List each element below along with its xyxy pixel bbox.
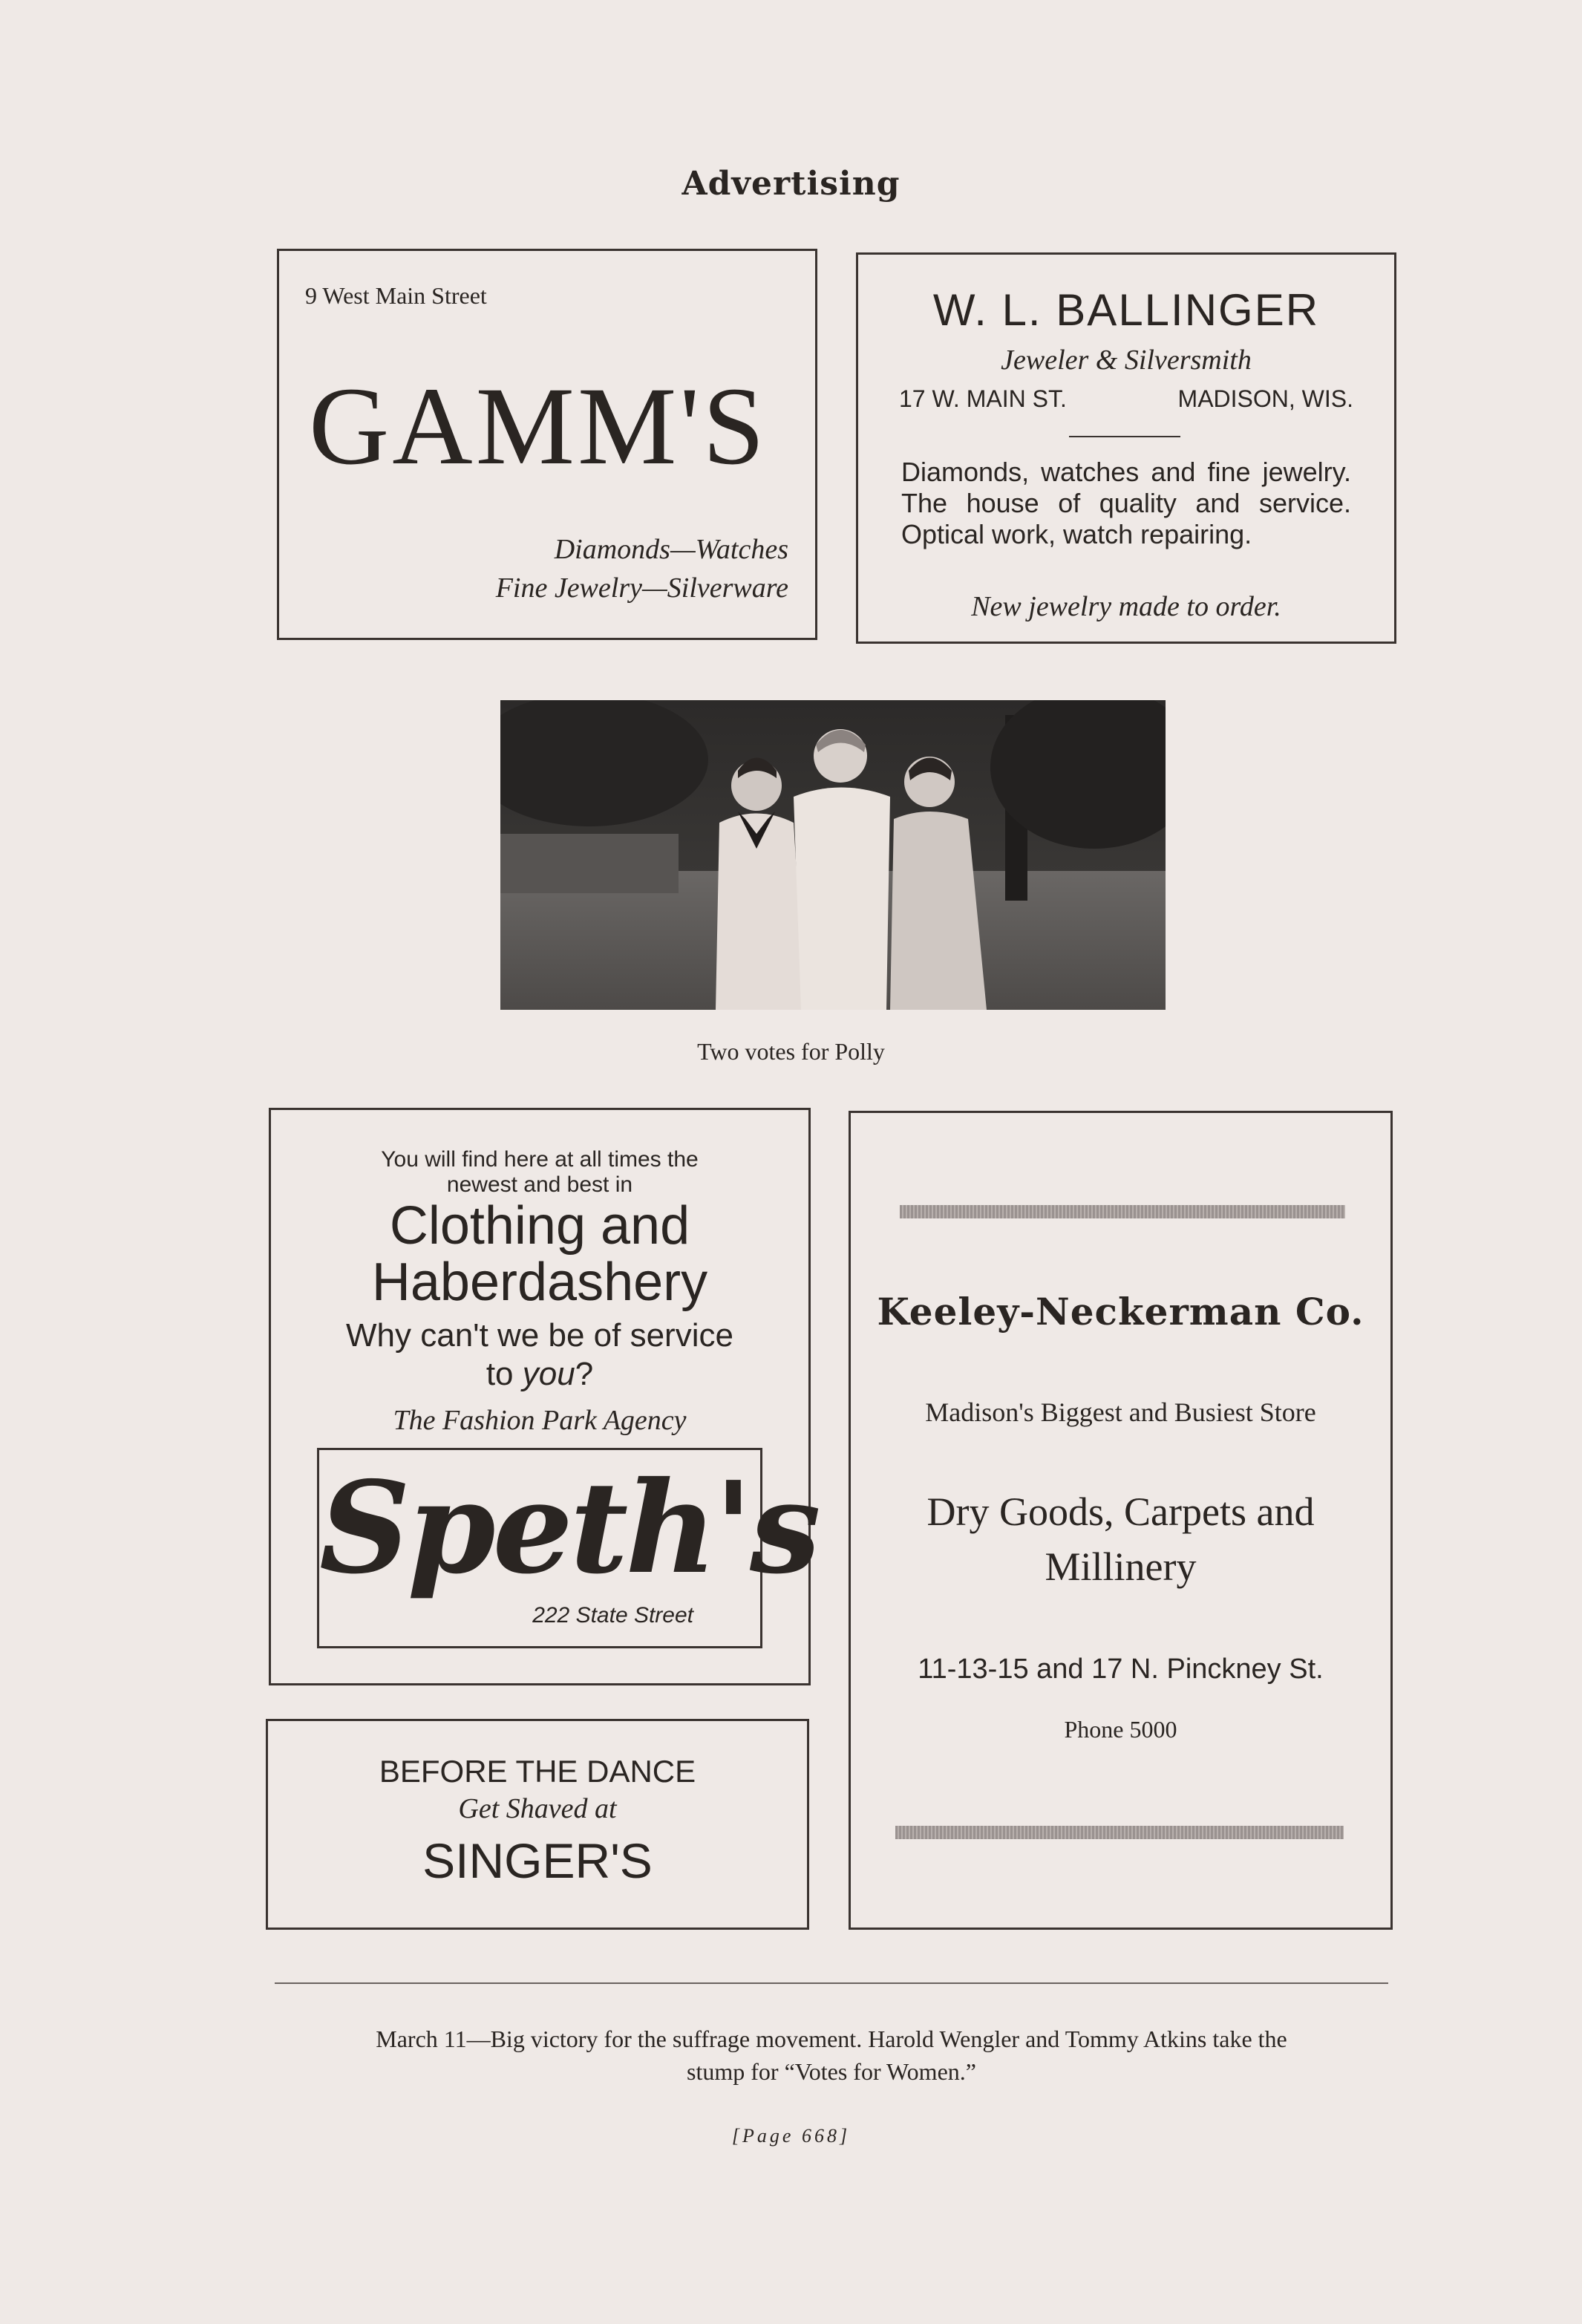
singers-line2: Get Shaved at <box>458 1793 617 1824</box>
ballinger-order-note: New jewelry made to order. <box>971 591 1281 622</box>
keeley-top-bar <box>900 1205 1345 1218</box>
footer-note-line1: March 11—Big victory for the suffrage movement. Harold Wengler and Tommy Atkins take the <box>376 2026 1287 2052</box>
keeley-address: 11-13-15 and 17 N. Pinckney St. <box>918 1654 1324 1685</box>
gamms-store-name: GAMM'S <box>309 365 768 488</box>
speths-logo: Speth's <box>319 1454 818 1602</box>
gamms-address: 9 West Main Street <box>305 282 487 309</box>
photo-three-people <box>500 700 1166 1010</box>
singers-name: SINGER'S <box>422 1833 653 1888</box>
footer-note <box>260 2023 1403 2088</box>
ballinger-description: Diamonds, watches and fine jewelry. The house of quality and service. Optical work, watch repairing. <box>901 457 1351 549</box>
speths-question-mark: ? <box>575 1356 594 1392</box>
keeley-bottom-bar <box>895 1826 1344 1839</box>
keeley-phone: Phone 5000 <box>1064 1716 1177 1743</box>
speths-intro-line2: newest and best in <box>446 1172 633 1197</box>
singers-line1: BEFORE THE DANCE <box>379 1754 696 1789</box>
speths-heading <box>271 1198 808 1310</box>
page-header-title: Advertising <box>681 165 901 203</box>
speths-question <box>271 1316 808 1394</box>
speths-ad <box>269 1108 818 1685</box>
gamms-ad <box>277 249 817 640</box>
keeley-store-name: Keeley-Neckerman Co. <box>877 1290 1364 1334</box>
speths-agency: The Fashion Park Agency <box>393 1405 687 1436</box>
speths-intro <box>271 1147 808 1198</box>
ballinger-name: W. L. BALLINGER <box>932 285 1320 335</box>
keeley-slogan: Madison's Biggest and Busiest Store <box>925 1397 1316 1427</box>
ballinger-address <box>899 385 1353 413</box>
keeley-goods-line2: Millinery <box>1045 1544 1197 1589</box>
keeley-goods <box>851 1484 1390 1594</box>
gamms-products-line2: Fine Jewelry—Silverware <box>495 572 788 604</box>
speths-question-you: you <box>522 1356 575 1392</box>
keeley-neckerman-ad <box>849 1111 1393 1930</box>
ballinger-street: 17 W. MAIN ST. <box>899 385 1067 412</box>
speths-heading-line1: Clothing and <box>389 1196 690 1256</box>
speths-question-line2 <box>271 1355 808 1394</box>
ballinger-city: MADISON, WIS. <box>1177 385 1353 412</box>
ballinger-divider <box>1069 436 1180 437</box>
ballinger-ad <box>856 252 1396 644</box>
footer-divider <box>275 1982 1388 1984</box>
speths-heading-line2: Haberdashery <box>371 1253 708 1312</box>
page-number: [Page 668] <box>731 2125 851 2147</box>
speths-street: 222 State Street <box>532 1603 693 1628</box>
speths-logo-frame <box>317 1448 818 1648</box>
photo-image <box>500 700 1166 1010</box>
speths-question-to: to <box>486 1356 523 1392</box>
footer-note-line2: stump for “Votes for Women.” <box>687 2058 976 2085</box>
gamms-products-line1: Diamonds—Watches <box>554 534 788 565</box>
ballinger-subtitle: Jeweler & Silversmith <box>1001 345 1252 376</box>
photo-caption: Two votes for Polly <box>697 1038 885 1065</box>
keeley-goods-line1: Dry Goods, Carpets and <box>926 1489 1315 1534</box>
singers-ad <box>266 1719 809 1930</box>
speths-intro-line1: You will find here at all times the <box>381 1147 699 1172</box>
speths-question-line1: Why can't we be of service <box>346 1317 733 1354</box>
